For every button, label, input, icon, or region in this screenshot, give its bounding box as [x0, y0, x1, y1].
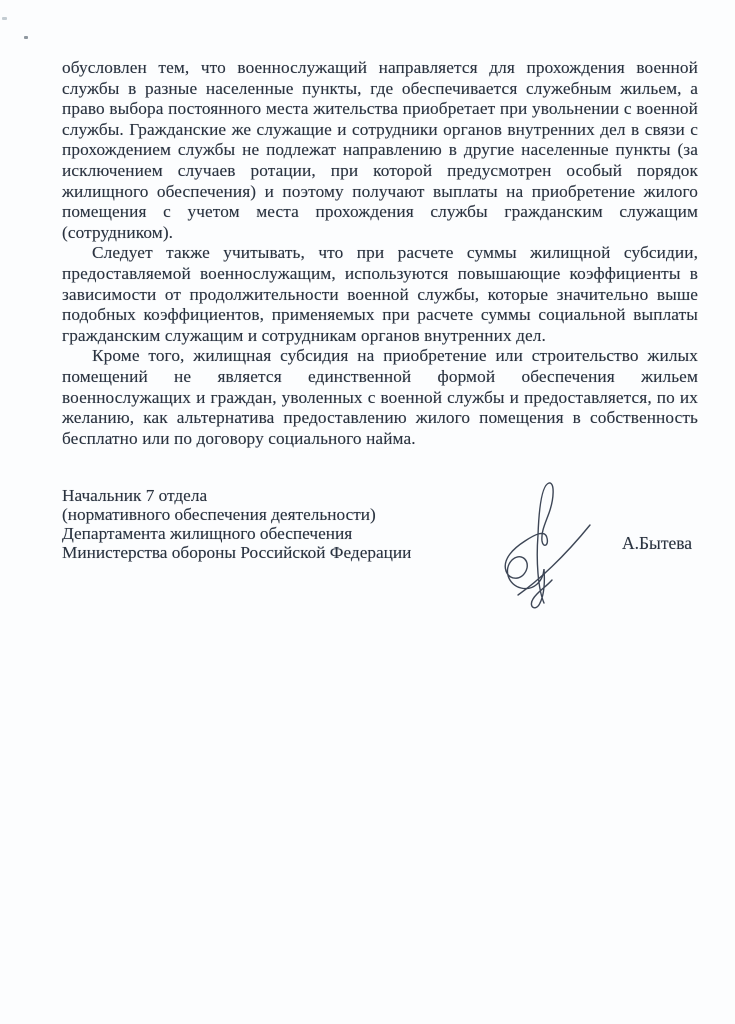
paragraph — [62, 58, 698, 243]
text-line: гражданским служащим и сотрудникам органов внутренних дел. — [62, 325, 546, 345]
text-line: помещений не является единственной формой обеспечения жильем — [62, 366, 698, 386]
text-line: подобных коэффициентов, применяемых при расчете суммы социальной выплаты — [62, 305, 698, 325]
signer-title-line: Начальник 7 отдела — [62, 486, 208, 505]
text-line: службы в разные населенные пункты, где обеспечивается служебным жильем, а — [62, 78, 698, 98]
scan-artifact-speck — [2, 17, 7, 20]
text-line: жилищного обеспечения) и поэтому получают выплаты на приобретение жилого — [62, 181, 698, 201]
text-line: Кроме того, жилищная субсидия на приобретение или строительство жилых — [92, 346, 698, 366]
signer-title-line: (нормативного обеспечения деятельности) — [62, 505, 376, 524]
text-line: предоставляемой военнослужащим, используются повышающие коэффициенты в — [62, 263, 698, 283]
text-line: зависимости от продолжительности военной службы, которые значительно выше — [62, 284, 698, 304]
text-line: военнослужащих и граждан, уволенных с военной службы и предоставляется, по их — [62, 387, 698, 407]
text-line: (сотрудником). — [62, 222, 174, 242]
signature-block — [62, 486, 411, 562]
signer-name: А.Бытева — [622, 533, 693, 553]
text-line: обусловлен тем, что военнослужащий направляется для прохождения военной — [62, 58, 698, 77]
scan-artifact-speck — [24, 36, 28, 39]
signer-title-line: Департамента жилищного обеспечения — [62, 524, 353, 543]
paragraph — [62, 346, 698, 449]
text-line: службы. Гражданские же служащие и сотрудники органов внутренних дел в связи с — [62, 119, 698, 139]
text-line: исключением случаев ротации, при которой предусмотрен особый порядок — [62, 160, 698, 180]
signer-title-line: Министерства обороны Российской Федерации — [62, 543, 412, 562]
text-line: Следует также учитывать, что при расчете суммы жилищной субсидии, — [92, 243, 698, 263]
paragraph — [62, 243, 698, 346]
text-line: желанию, как альтернатива предоставлению жилого помещения в собственность — [62, 408, 698, 428]
handwritten-signature-icon — [490, 477, 600, 611]
text-line: прохождением службы не подлежат направлению в другие населенные пункты (за — [62, 140, 698, 160]
text-line: помещения с учетом места прохождения службы гражданским служащим — [62, 202, 698, 222]
body-text — [62, 58, 698, 449]
text-line: право выбора постоянного места жительства приобретает при увольнении с военной — [62, 99, 698, 119]
text-line: бесплатно или по договору социального найма. — [62, 428, 416, 448]
